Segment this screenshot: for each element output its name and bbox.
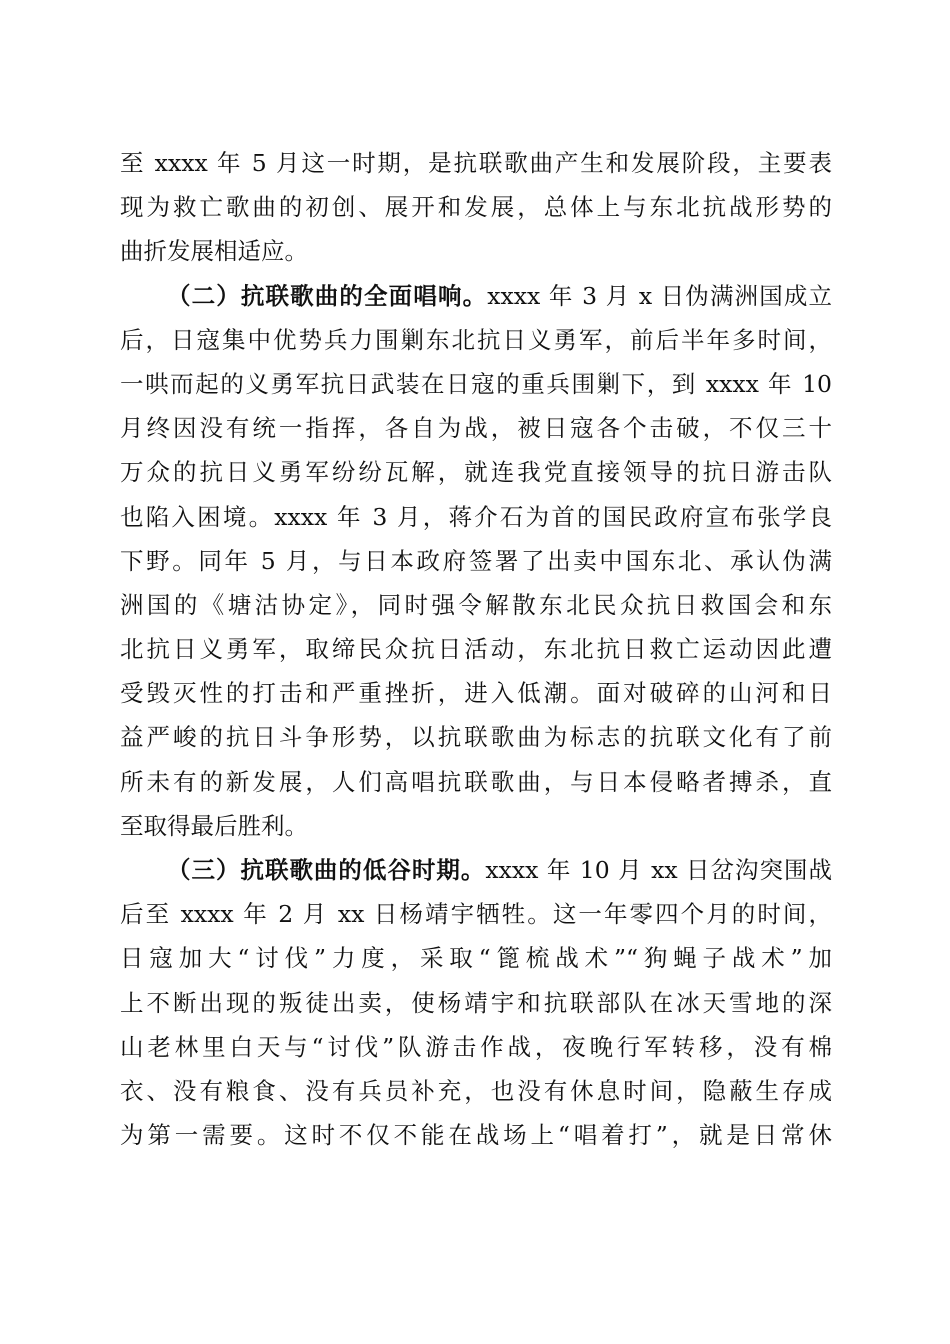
text-line: 曲折发展相适应。 [120,237,308,266]
paragraph-2 [120,274,832,848]
paragraph-1 [120,141,832,274]
text-line [120,274,832,318]
text-run: xxxx 年 3 月 x 日伪满洲国成立 [487,281,832,310]
text-line: 北抗日义勇军，取缔民众抗日活动，东北抗日救亡运动因此遭 [120,635,832,664]
text-line: 为第一需要。这时不仅不能在战场上“唱着打”，就是日常休 [120,1121,832,1150]
text-line: 至取得最后胜利。 [120,811,308,840]
paragraph-3 [120,848,832,1157]
section-heading: （二）抗联歌曲的全面唱响。 [167,281,488,310]
text-line: 下野。同年 5 月，与日本政府签署了出卖中国东北、承认伪满 [120,546,832,575]
text-line: 后至 xxxx 年 2 月 xx 日杨靖宇牺牲。这一年零四个月的时间， [120,900,832,929]
text-line: 月终因没有统一指挥，各自为战，被日寇各个击破，不仅三十 [120,414,832,443]
text-line: 后，日寇集中优势兵力围剿东北抗日义勇军，前后半年多时间， [120,325,832,354]
text-line: 益严峻的抗日斗争形势，以抗联歌曲为标志的抗联文化有了前 [120,723,832,752]
text-line: 受毁灭性的打击和严重挫折，进入低潮。面对破碎的山河和日 [120,679,832,708]
text-line [120,848,832,892]
text-line: 也陷入困境。xxxx 年 3 月，蒋介石为首的国民政府宣布张学良 [120,502,832,531]
text-line: 至 xxxx 年 5 月这一时期，是抗联歌曲产生和发展阶段，主要表 [120,149,832,177]
document-body [120,141,832,1157]
text-line: 所未有的新发展，人们高唱抗联歌曲，与日本侵略者搏杀，直 [120,767,832,796]
text-line: 山老林里白天与“讨伐”队游击作战，夜晚行军转移，没有棉 [120,1032,832,1061]
text-line: 洲国的《塘沽协定》，同时强令解散东北民众抗日救国会和东 [120,590,832,619]
text-line: 日寇加大“讨伐”力度，采取“篦梳战术”“狗蝇子战术”加 [120,944,832,973]
text-line: 现为救亡歌曲的初创、展开和发展，总体上与东北抗战形势的 [120,193,832,222]
text-run: xxxx 年 10 月 xx 日岔沟突围战 [485,856,832,884]
section-heading: （三）抗联歌曲的低谷时期。 [167,856,486,884]
text-line: 衣、没有粮食、没有兵员补充，也没有休息时间，隐蔽生存成 [120,1076,832,1105]
text-line: 万众的抗日义勇军纷纷瓦解，就连我党直接领导的抗日游击队 [120,458,832,487]
text-line: 一哄而起的义勇军抗日武装在日寇的重兵围剿下，到 xxxx 年 10 [120,369,832,398]
text-line: 上不断出现的叛徒出卖，使杨靖宇和抗联部队在冰天雪地的深 [120,988,832,1017]
